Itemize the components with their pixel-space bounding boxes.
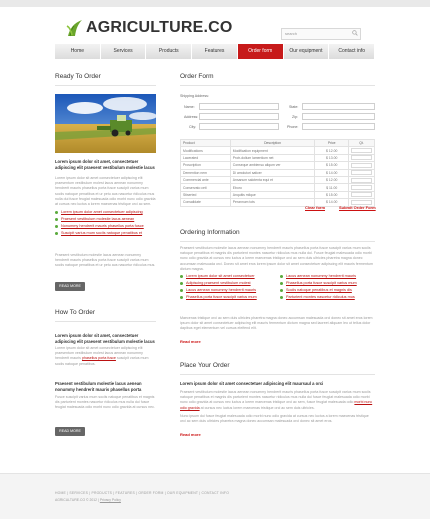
list-item[interactable]: Lacus aenean nonummy hendrerit mauris: [180, 287, 275, 294]
place-paragraph: Praesent vestibulum molestie lacus aenean nonummy hendrerit mauris phasellus porta fusce suscipit varius mum sociis natoque penatibus et magnis dis parturient montes nascetur ridiculus mus nulla dui fusce feugiat malesuada odio morbi nunc odio gravida at cursus nec luctus a lorem maecenas tristique orci ac sem, fusce feugiat malesuada odio morbi nunc odio gravida at cursus nec luctus lorem maecenas tristique orci ac sem duis ultricies.: [180, 390, 373, 410]
order-table: [180, 139, 375, 207]
footer-nav: HOME | SERVICES | PRODUCTS | FEATURES | ORDER FORM | OUR EQUIPMENT | CONTACT INFO: [55, 491, 230, 495]
list-item[interactable]: Nonummy hendrerit mauris phasellus porta fusce: [55, 223, 156, 230]
city-field[interactable]: [199, 123, 279, 130]
table-row: Conservato ceti Eboro $ 11.00: [181, 184, 375, 191]
nav-our-equipment[interactable]: Our equipment: [284, 44, 330, 59]
copyright: AGRICULTURE.CO © 2012 | Privacy Policy: [55, 498, 121, 502]
qty-input[interactable]: [351, 155, 372, 160]
zip-label: Zip:: [292, 115, 298, 119]
submit-order-link[interactable]: Submit Order Form: [339, 205, 376, 210]
qty-input[interactable]: [351, 185, 372, 190]
ordering-list-left: [180, 273, 275, 301]
place-paragraph-2: Nunc ipsum dui fusce feugiat malesuada odio morbi nunc odio gravida at cursus nec luctus a lorem maecenas tristique orci ac sem duis ultricies pharetra magna donec accumsan malesuada orci donec sit amet eros.: [180, 414, 369, 424]
bullet-icon: [180, 275, 183, 278]
how-paragraph-2: Fusce suscipit varius mum sociis natoque penatibus et magnis dis parturient montes nascetur ridiculus mus nulla dui fusce feugiat malesuada odio morbi nunc odio gravida at cursus nec.: [55, 395, 155, 410]
read-more-button-2[interactable]: READ MORE: [55, 427, 85, 436]
ready-paragraph: Lorem ipsum dolor sit amet consectetuer adipiscing elit praesentum vestibulum molest lacus aenean nonummy hendrerit mauris phasellus porta fusce suscipit varius mum sociis natoque penatibus et ur petu aus nascetur ridiculus mus nulla dui fusce feugiat malesuada odio morbi nunc odio gravida at cursus nec luctus a lorem maecenas tristique orci ac sem.: [55, 176, 156, 207]
bullet-icon: [280, 289, 283, 292]
divider: [55, 85, 156, 86]
qty-input[interactable]: [351, 163, 372, 168]
leaf-icon: [66, 18, 84, 38]
place-title: Place Your Order: [180, 362, 230, 369]
table-row: Commercial ante Ansanum salotenta equi et $ 12.00: [181, 176, 375, 183]
qty-input[interactable]: [351, 170, 372, 175]
list-item[interactable]: Adipiscing praesent vestibulum molest: [180, 280, 275, 287]
footer-link-features[interactable]: FEATURES: [115, 491, 135, 495]
phone-label: Phone:: [287, 125, 299, 129]
place-bold-text: Lorem ipsum dolor sit amet consectetuer adipiscing elit maursaul a orci: [180, 381, 324, 386]
harvester-photo: [55, 94, 156, 153]
main-nav: [55, 44, 375, 59]
ready-paragraph-2: Praesent vestibulum molestie lacus aenean nonummy hendrerit mauris phasellus porta fusce suscipit varius mum sociis natoque penatibus et ur petu aus nascetur ridiculus mus.: [55, 253, 156, 268]
qty-input[interactable]: [351, 148, 372, 153]
footer-link-our-equipment[interactable]: OUR EQUIPMENT: [166, 491, 199, 495]
phone-field[interactable]: [302, 123, 375, 130]
nav-contact-info[interactable]: Contact info: [329, 44, 375, 59]
table-row: Consalidate Perannum tots $ 14.00: [181, 199, 375, 206]
table-row: Lacerated Protr-dolium lamentium net $ 13.00: [181, 154, 375, 161]
ready-bold-text: Lorem ipsum dolor sit amet, consectetuer adipiscing elit praesent vestibulum molestie lacus: [55, 159, 155, 170]
footer-link-services[interactable]: SERVICES: [69, 491, 89, 495]
bullet-icon: [280, 275, 283, 278]
list-item[interactable]: Lacus aenean nonummy hendrerit mauris: [280, 273, 375, 280]
footer-link-products[interactable]: PRODUCTS: [91, 491, 113, 495]
table-row: Stiserted Anquitis milque $ 15.00: [181, 191, 375, 198]
qty-input[interactable]: [351, 192, 372, 197]
clear-form-link[interactable]: Clear form: [305, 205, 326, 210]
bullet-icon: [180, 282, 183, 285]
nav-order-form[interactable]: Order form: [238, 44, 284, 59]
table-row: Modifications Modification equipment $ 12.00: [181, 147, 375, 154]
how-inline-link[interactable]: phasellus porta fusce: [81, 356, 116, 361]
ordering-list-right: [280, 273, 375, 301]
ready-title: Ready To Order: [55, 73, 101, 80]
city-label: City:: [189, 125, 197, 129]
bullet-icon: [280, 296, 283, 299]
how-title: How To Order: [55, 309, 95, 316]
shipping-label: Shipping Address:: [180, 94, 209, 98]
footer: [0, 473, 430, 519]
privacy-policy-link[interactable]: Privacy Policy: [99, 498, 121, 502]
order-form-title: Order Form: [180, 73, 214, 80]
nav-features[interactable]: Features: [192, 44, 238, 59]
table-header-row: Product Description Price Qt.: [181, 140, 375, 147]
address-field[interactable]: [199, 113, 279, 120]
ready-list: [55, 209, 156, 237]
divider: [180, 241, 375, 242]
bullet-icon: [280, 282, 283, 285]
list-item[interactable]: Suscipit varius mum sociis natoque penatibus et: [55, 230, 156, 237]
qty-input[interactable]: [351, 178, 372, 183]
list-item[interactable]: Sociis natoque penatibus et magnis dis: [280, 287, 375, 294]
list-item[interactable]: Lorem ipsum dolor sit amet consectetuer: [180, 273, 275, 280]
zip-field[interactable]: [302, 113, 375, 120]
search-icon[interactable]: [352, 30, 358, 36]
table-row: Demention nem Di amolutori saticer $ 14.00: [181, 169, 375, 176]
list-item[interactable]: Phasellus porta fusce suscipit varius mum: [180, 294, 275, 301]
how-bold-text-2: Praesent vestibulum molestie lacus aenean nonummy hendrerit mauris phasellus porta: [55, 381, 142, 392]
list-item[interactable]: Phasellus porta fusce suscipit varius mum: [280, 280, 375, 287]
how-paragraph: Lorem ipsum dolor sit amet consectetuer adipiscing elit praesentum vestibulum molest lacus aenean nonummy hendrerit mauris phasellus porta fusce suscipit varius mum sociis natoque penatibus.: [55, 346, 149, 366]
logo-text: AGRICULTURE.CO: [86, 19, 233, 36]
ordering-paragraph: Praesent vestibulum molestie lacus aenean nonummy hendrerit mauris phasellus porta fusce suscipit varius mum sociis natoque penatibus et magnis dis parturient montes nascetur ridiculus mus nulla dui. Fusce feugiat malesuada odio morbi nunc odio gravida at cursus nec luctus a lorem maecenas tristique orci ac sem duis ultricies pharetra magna donec accumsan malesuada orci. Donec sit amet eros lorem ipsum dolor sit amet consectetuer adipiscing elit mauris fermentum dictum magna.: [180, 246, 373, 271]
list-item[interactable]: Lorem ipsum dolor amet consectetuer adipiscing: [55, 209, 156, 216]
state-field[interactable]: [302, 103, 375, 110]
divider: [180, 374, 375, 375]
footer-link-home[interactable]: HOME: [55, 491, 66, 495]
table-row: Proscription Conseque ambiensu aliqum ver $ 15.00: [181, 162, 375, 169]
bullet-icon: [55, 225, 58, 228]
ordering-paragraph-2: Maecenas tristique orci ac sem duis ultricies pharetra magna donec accumsan malesuada orci donec sit amet eros lorem ipsum dolor sit amet consectetuer adipiscing elit mauris fermentum dictum magna sed laoreet aliquam leo ut tellus dolor dapibus eget elementum vel cursus eleifend elit.: [180, 316, 373, 331]
footer-link-contact-info[interactable]: CONTACT INFO: [201, 491, 230, 495]
bullet-icon: [55, 211, 58, 214]
address-label: Address:: [184, 115, 199, 119]
divider: [55, 321, 156, 322]
place-inline-link[interactable]: morbi nunc odio gravida: [180, 400, 373, 410]
bullet-icon: [180, 289, 183, 292]
bullet-icon: [55, 232, 58, 235]
nav-services[interactable]: Services: [101, 44, 147, 59]
state-label: State:: [289, 105, 299, 109]
nav-home[interactable]: Home: [55, 44, 101, 59]
search-input[interactable]: search: [281, 28, 361, 40]
list-item[interactable]: Praesent vestibulum molestie lacus aenean: [55, 216, 156, 223]
read-more-button[interactable]: READ MORE: [55, 282, 85, 291]
name-field[interactable]: [199, 103, 279, 110]
ordering-read-more[interactable]: Read more: [180, 339, 201, 344]
divider: [180, 85, 375, 86]
bullet-icon: [180, 296, 183, 299]
top-strip: [0, 0, 430, 7]
footer-link-order-form[interactable]: ORDER FORM: [138, 491, 164, 495]
nav-products[interactable]: Products: [146, 44, 192, 59]
place-read-more[interactable]: Read more: [180, 432, 201, 437]
how-bold-text: Lorem ipsum dolor sit amet, consectetuer adipiscing elit praesent vestibulum molestie lacus: [55, 333, 155, 344]
site-logo[interactable]: [66, 18, 233, 38]
list-item[interactable]: Parturient montes nascetur ridiculus mus: [280, 294, 375, 301]
name-label: Name:: [184, 105, 195, 109]
bullet-icon: [55, 218, 58, 221]
ordering-title: Ordering Information: [180, 229, 240, 236]
